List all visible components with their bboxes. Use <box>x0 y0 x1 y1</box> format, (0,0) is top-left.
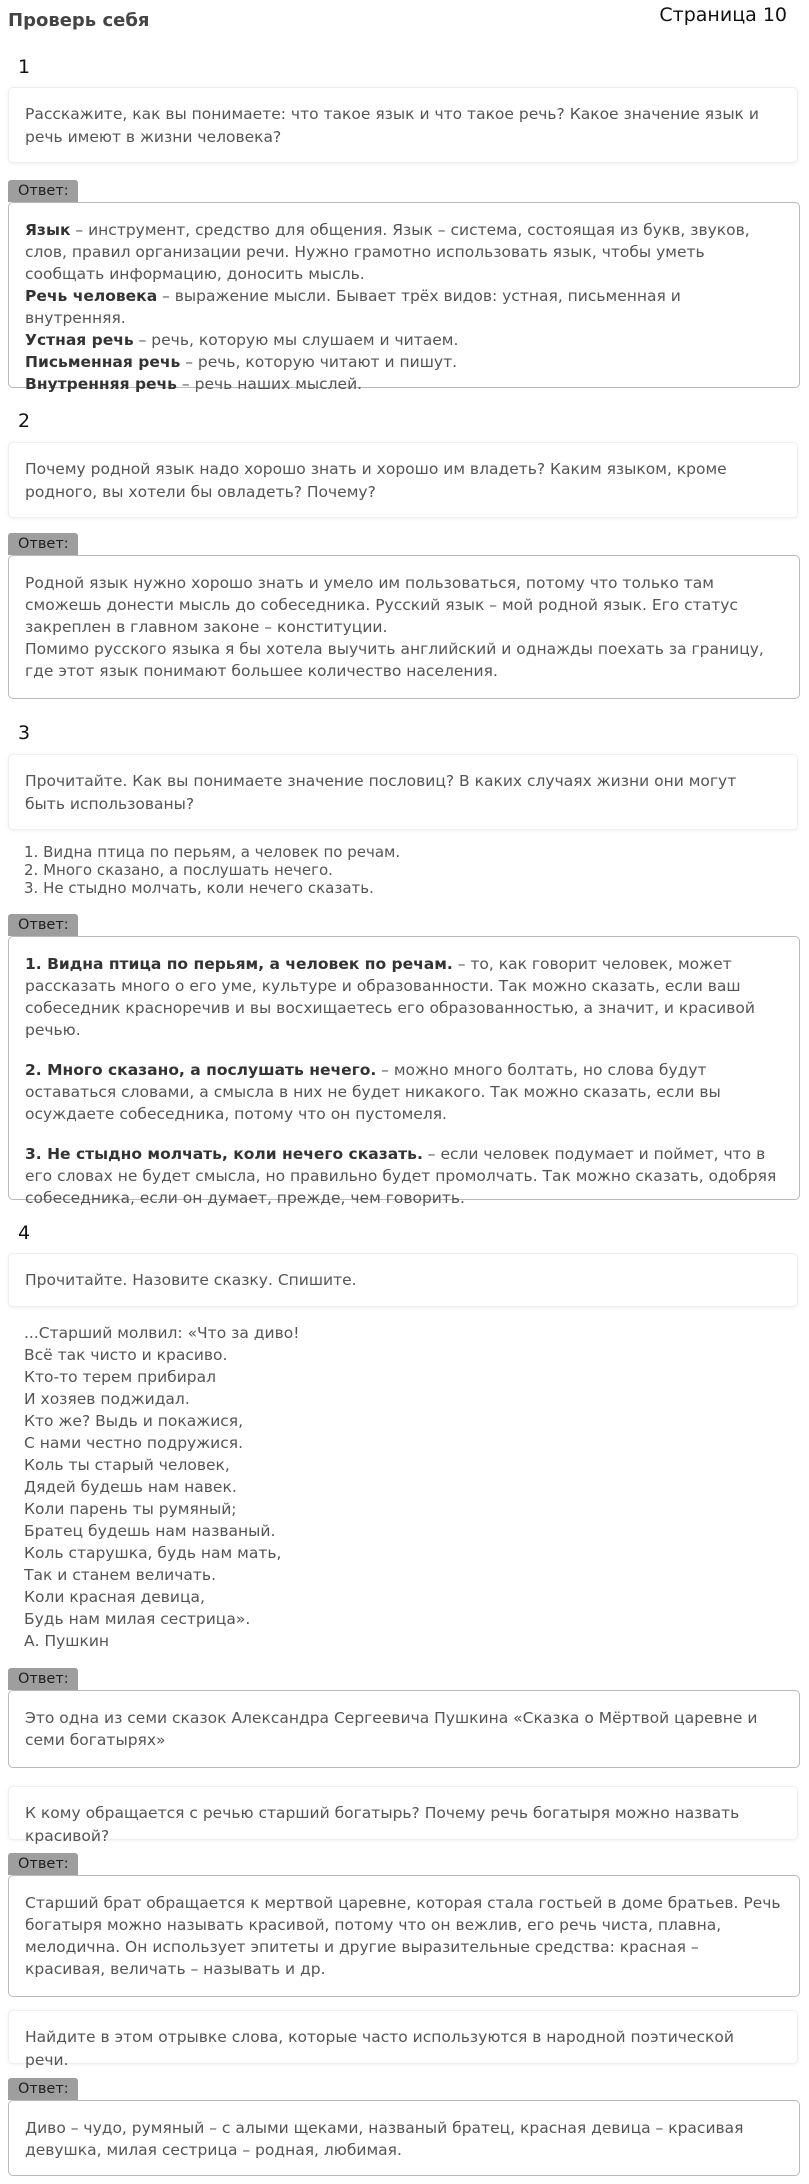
question-box <box>8 442 798 518</box>
term: Устная речь <box>25 331 134 349</box>
answer-box <box>8 1690 800 1768</box>
answer-line: Устная речь – речь, которую мы слушаем и читаем. <box>25 331 459 349</box>
poem-line: ...Старший молвил: «Что за диво! <box>24 1324 300 1342</box>
answer-paragraph: Помимо русского языка я бы хотела выучить английский и однажды поехать за границу, где этот язык понимают большее количество населения. <box>25 640 764 680</box>
question-text: Почему родной язык надо хорошо знать и хорошо им владеть? Каким языком, кроме родного, вы хотели бы овладеть? Почему? <box>25 460 727 501</box>
question-box <box>8 754 798 830</box>
poem-line: Всё так чисто и красиво. <box>24 1346 228 1364</box>
poem-line: Так и станем величать. <box>24 1566 216 1584</box>
poem-author: А. Пушкин <box>24 1632 110 1650</box>
answer-line: Внутренняя речь – речь наших мыслей. <box>25 375 363 393</box>
question-box <box>8 2010 798 2069</box>
list-item: 3. Не стыдно молчать, коли нечего сказать. <box>24 879 374 897</box>
poem-line: Кто-то терем прибирал <box>24 1368 217 1386</box>
term: Письменная речь <box>25 353 181 371</box>
question-number: 2 <box>18 410 31 432</box>
answer-label: Ответ: <box>8 2078 78 2100</box>
answer-box <box>8 1875 800 1997</box>
question-text: Найдите в этом отрывке слова, которые часто используются в народной поэтической речи. <box>25 2028 734 2069</box>
question-number: 3 <box>18 722 31 744</box>
answer-line: Письменная речь – речь, которую читают и пишут. <box>25 353 458 371</box>
poem-line: Кто же? Выдь и покажися, <box>24 1412 244 1430</box>
poem-line: Коли парень ты румяный; <box>24 1500 237 1518</box>
answer-box <box>8 202 800 393</box>
question-text: Прочитайте. Назовите сказку. Спишите. <box>25 1271 357 1289</box>
answer-label: Ответ: <box>8 533 78 555</box>
proverb-list <box>24 843 794 897</box>
answer-label: Ответ: <box>8 914 78 936</box>
poem-line: С нами честно подружися. <box>24 1434 244 1452</box>
term: Язык <box>25 221 71 239</box>
answer-box <box>8 936 800 1207</box>
page-title: Проверь себя <box>8 10 150 31</box>
answer-text: Старший брат обращается к мертвой царевне, которая стала гостьей в доме братьев. Речь богатыря можно называть красивой, потому что он вежлив, его речь чиста, плавна, мелодична. Он использует эпитеты и другие выразительные средства: красная – красивая, величать – называть и др. <box>25 1894 781 1978</box>
poem <box>24 1322 794 1652</box>
poem-line: Коль ты старый человек, <box>24 1456 230 1474</box>
answer-paragraph: 3. Не стыдно молчать, коли нечего сказать. – если человек подумает и поймет, что в его словах не будет смысла, но правильно будет промолчать. Так можно сказать, одобряя собеседника, если он думает, прежде, чем говорить. <box>25 1145 777 1207</box>
term: Внутренняя речь <box>25 375 177 393</box>
question-text: Расскажите, как вы понимаете: что такое язык и что такое речь? Какое значение язык и речь имеют в жизни человека? <box>25 105 759 146</box>
list-item: 2. Много сказано, а послушать нечего. <box>24 861 333 879</box>
answer-label: Ответ: <box>8 1853 78 1875</box>
answer-box <box>8 555 800 699</box>
answer-paragraph: 1. Видна птица по перьям, а человек по речам. – то, как говорит человек, может рассказать много о его уме, культуре и образованности. Так можно сказать, если ваш собеседник красноречив и вы восхищаетесь его образованностью, а значит, и красивой речью. <box>25 955 755 1039</box>
poem-line: И хозяев поджидал. <box>24 1390 190 1408</box>
poem-line: Коли красная девица, <box>24 1588 205 1606</box>
question-text: Прочитайте. Как вы понимаете значение пословиц? В каких случаях жизни они могут быть использованы? <box>25 772 737 813</box>
answer-label: Ответ: <box>8 180 78 202</box>
question-box <box>8 87 798 163</box>
answer-text: Диво – чудо, румяный – с алыми щеками, названый братец, красная девица – красивая девушка, милая сестрица – родная, любимая. <box>25 2119 744 2159</box>
answer-line: Речь человека – выражение мысли. Бывает трёх видов: устная, письменная и внутренняя. <box>25 287 681 327</box>
question-text: К кому обращается с речью старший богатырь? Почему речь богатыря можно назвать красивой? <box>25 1804 740 1845</box>
answer-paragraph: 2. Много сказано, а послушать нечего. – можно много болтать, но слова будут оставаться словами, а смысла в них не будет никакого. Так можно сказать, если вы осуждаете собеседника, потому что он пустомеля. <box>25 1061 721 1123</box>
question-box <box>8 1786 798 1845</box>
list-item: 1. Видна птица по перьям, а человек по речам. <box>24 843 401 861</box>
poem-line: Коль старушка, будь нам мать, <box>24 1544 282 1562</box>
answer-text: Это одна из семи сказок Александра Сергеевича Пушкина «Сказка о Мёртвой царевне и семи богатырях» <box>25 1709 758 1749</box>
answer-paragraph: Родной язык нужно хорошо знать и умело им пользоваться, потому что только там сможешь донести мысль до собеседника. Русский язык – мой родной язык. Его статус закреплен в главном законе – конституции. <box>25 574 738 636</box>
question-number: 1 <box>18 56 31 78</box>
poem-line: Дядей будешь нам навек. <box>24 1478 237 1496</box>
poem-line: Братец будешь нам названый. <box>24 1522 276 1540</box>
question-box <box>8 1253 798 1307</box>
poem-line: Будь нам милая сестрица». <box>24 1610 251 1628</box>
answer-label: Ответ: <box>8 1668 78 1690</box>
proverb: 1. Видна птица по перьям, а человек по речам. <box>25 955 453 973</box>
page-number: Страница 10 <box>659 4 787 26</box>
answer-line: Язык – инструмент, средство для общения. Язык – система, состоящая из букв, звуков, слов, правил организации речи. Нужно грамотно использовать язык, чтобы уметь сообщать информацию, доносить мысль. <box>25 221 750 283</box>
proverb: 3. Не стыдно молчать, коли нечего сказать. <box>25 1145 423 1163</box>
answer-box <box>8 2100 800 2176</box>
term: Речь человека <box>25 287 158 305</box>
question-number: 4 <box>18 1222 31 1244</box>
proverb: 2. Много сказано, а послушать нечего. <box>25 1061 377 1079</box>
